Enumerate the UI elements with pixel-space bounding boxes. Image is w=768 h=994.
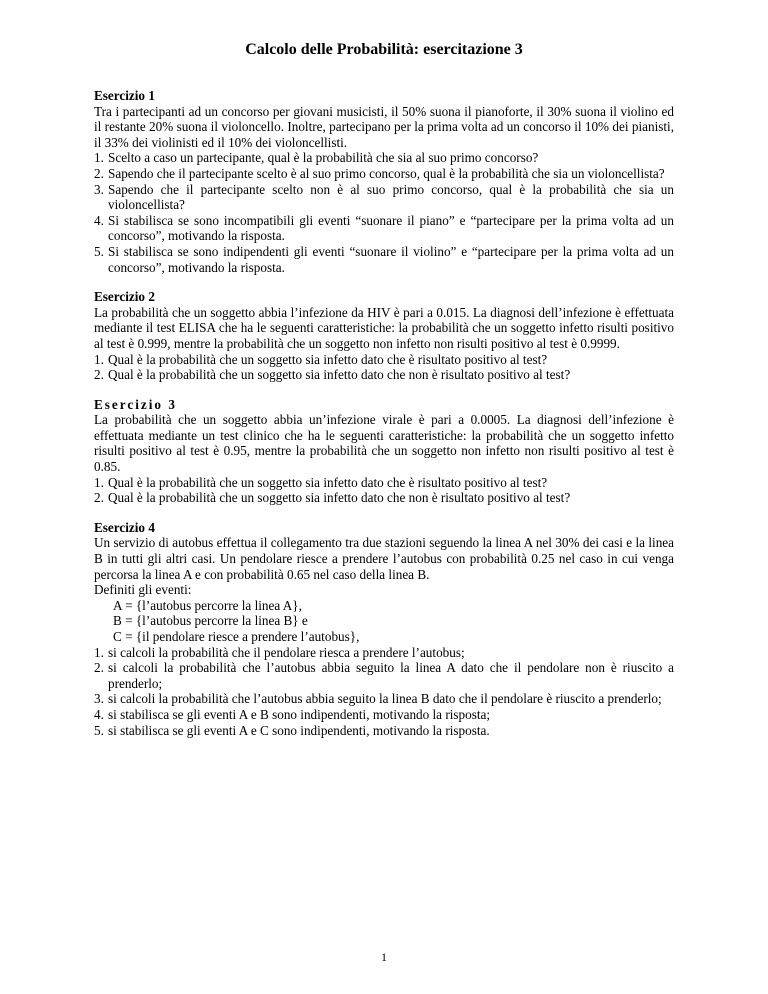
exercise-1 <box>94 88 674 275</box>
exercise-2-text: La probabilità che un soggetto abbia l’infezione da HIV è pari a 0.015. La diagnosi dell’infezione è effettuata mediante il test ELISA che ha le seguenti caratteristiche: la probabilità che un soggetto infetto risulti positivo al test è 0.999, mentre la probabilità che un soggetto non infetto non risulti positivo al test è 0.9999. <box>94 304 674 351</box>
exercise-1-text: Tra i partecipanti ad un concorso per giovani musicisti, il 50% suona il pianoforte, il 30% suona il violino ed il restante 20% suona il violoncello. Inoltre, partecipano per la prima volta ad un concorso il 10% dei pianisti, il 33% dei violinisti ed il 10% dei violoncellisti. <box>94 103 674 150</box>
exercise-2 <box>94 289 674 383</box>
question-text: si calcoli la probabilità che il pendolare riesca a prendere l’autobus; <box>108 644 465 660</box>
question-item <box>94 367 674 383</box>
exercise-2-heading: Esercizio 2 <box>94 289 155 305</box>
question-text: Qual è la probabilità che un soggetto sia infetto dato che è risultato positivo al test? <box>108 474 548 490</box>
exercise-1-questions <box>94 150 674 275</box>
question-item <box>94 352 674 368</box>
question-item <box>94 166 674 182</box>
question-item <box>94 645 674 661</box>
question-text: Si stabilisca se sono incompatibili gli eventi “suonare il piano” e “partecipare per la prima volta ad un concorso”, motivando la risposta. <box>108 212 674 244</box>
exercise-3 <box>94 397 674 506</box>
event-definition: A = {l’autobus percorre la linea A}, <box>113 597 302 613</box>
question-number: 2. <box>94 660 104 676</box>
question-text: Scelto a caso un partecipante, qual è la probabilità che sia al suo primo concorso? <box>108 150 539 166</box>
exercise-2-questions <box>94 352 674 383</box>
question-item <box>94 213 674 244</box>
question-text: Si stabilisca se sono indipendenti gli eventi “suonare il violino” e “partecipare per la prima volta ad un concorso”, motivando la risposta. <box>108 243 674 275</box>
events-intro: Definiti gli eventi: <box>94 582 192 598</box>
question-number: 1. <box>94 474 104 490</box>
question-number: 3. <box>94 181 104 197</box>
question-number: 1. <box>94 351 104 367</box>
exercise-3-heading: Esercizio 3 <box>94 396 177 412</box>
event-definition: C = {il pendolare riesce a prendere l’autobus}, <box>113 629 360 644</box>
exercise-3-questions <box>94 475 674 506</box>
question-text: si calcoli la probabilità che l’autobus abbia seguito la linea B dato che il pendolare è riuscito a prenderlo; <box>108 691 662 707</box>
question-item <box>94 691 674 707</box>
exercise-3-text: La probabilità che un soggetto abbia un’infezione virale è pari a 0.0005. La diagnosi dell’infezione è effettuata mediante un test clinico che ha le seguenti caratteristiche: la probabilità che un soggetto infetto risulti positivo al test è 0.95, mentre la probabilità che un soggetto non infetto non risulti positivo al test è 0.85. <box>94 412 674 475</box>
question-number: 2. <box>94 490 104 506</box>
question-text: Sapendo che il partecipante scelto non è al suo primo concorso, qual è la probabilità che sia un violoncellista? <box>108 181 674 213</box>
exercise-4-questions <box>94 645 674 739</box>
question-number: 1. <box>94 150 104 166</box>
question-number: 2. <box>94 165 104 181</box>
question-text: Qual è la probabilità che un soggetto sia infetto dato che è risultato positivo al test? <box>108 351 548 367</box>
question-item <box>94 723 674 739</box>
question-text: Qual è la probabilità che un soggetto sia infetto dato che non è risultato positivo al test? <box>108 367 571 383</box>
question-number: 1. <box>94 644 104 660</box>
question-item <box>94 150 674 166</box>
question-item <box>94 182 674 213</box>
question-number: 3. <box>94 691 104 707</box>
question-text: si calcoli la probabilità che l’autobus abbia seguito la linea A dato che il pendolare non è riuscito a prenderlo; <box>108 660 674 691</box>
document-title: Calcolo delle Probabilità: esercitazione 3 <box>245 41 523 58</box>
exercise-4-heading: Esercizio 4 <box>94 519 155 535</box>
question-number: 4. <box>94 212 104 228</box>
question-number: 5. <box>94 722 104 738</box>
event-definition: B = {l’autobus percorre la linea B} e <box>113 613 308 629</box>
question-text: Sapendo che il partecipante scelto è al suo primo concorso, qual è la probabilità che sia un violoncellista? <box>108 165 665 181</box>
exercise-4 <box>94 520 674 738</box>
exercise-4-text: Un servizio di autobus effettua il collegamento tra due stazioni seguendo la linea A nel 30% dei casi e la linea B in tutti gli altri casi. Un pendolare riesce a prendere l’autobus con probabilità 0.25 nel caso in cui venga percorsa la linea A e con probabilità 0.65 nel caso della linea B. <box>94 535 674 582</box>
question-number: 2. <box>94 367 104 383</box>
question-number: 4. <box>94 706 104 722</box>
question-text: si stabilisca se gli eventi A e C sono indipendenti, motivando la risposta. <box>108 722 490 738</box>
page-number: 1 <box>381 950 387 964</box>
question-text: Qual è la probabilità che un soggetto sia infetto dato che non è risultato positivo al test? <box>108 490 571 506</box>
question-item <box>94 244 674 275</box>
question-item <box>94 707 674 723</box>
question-text: si stabilisca se gli eventi A e B sono indipendenti, motivando la risposta; <box>108 706 491 722</box>
question-item <box>94 475 674 491</box>
question-item <box>94 660 674 691</box>
question-item <box>94 490 674 506</box>
exercise-1-heading: Esercizio 1 <box>94 88 155 103</box>
question-number: 5. <box>94 243 104 259</box>
